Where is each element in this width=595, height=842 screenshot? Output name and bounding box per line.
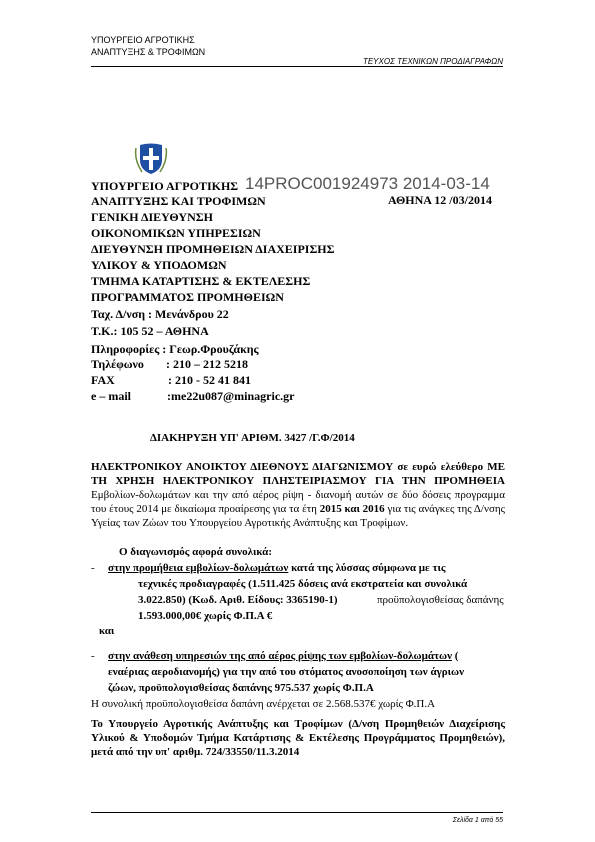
declaration-title: ΔΙΑΚΗΡΥΞΗ ΥΠ' ΑΡΙΘΜ. 3427 /Γ.Φ/2014 xyxy=(150,432,355,444)
item1-line3-cost: προϋπολογισθείσας δαπάνης xyxy=(377,594,504,606)
intro-paragraph xyxy=(91,460,505,530)
item1-line2: τεχνικές προδιαγραφές (1.511.425 δόσεις ανά εκστρατεία και συνολικά xyxy=(138,578,468,590)
contact-phone: : 210 – 212 5218 xyxy=(166,357,248,371)
contact-postal: Τ.Κ.: 105 52 – ΑΘΗΝΑ xyxy=(91,324,209,338)
subject-line: Ο διαγωνισμός αφορά συνολικά: xyxy=(119,546,272,558)
contact-email: :me22u087@minagric.gr xyxy=(167,389,295,403)
contact-email-label: e – mail xyxy=(91,389,131,403)
item2-text: ( xyxy=(451,650,459,662)
item1-line1 xyxy=(108,561,446,575)
item1-subject: στην προμήθεια εμβολίων-δολωμάτων xyxy=(108,562,289,574)
intro-text-d: για τις ανάγκες της Δ/νσης Υγείας των Ζώων xyxy=(91,503,506,529)
running-header-ministry xyxy=(91,34,205,58)
contact-fax: : 210 - 52 41 841 xyxy=(168,373,251,387)
letterhead-line: ΑΝΑΠΤΥΞΗΣ ΚΑΙ ΤΡΟΦΙΜΩΝ xyxy=(91,194,266,208)
item2-line3: ζώων, προϋπολογισθείσας δαπάνης 975.537 χωρίς Φ.Π.Α xyxy=(108,682,374,694)
contact-phone-label: Τηλέφωνο xyxy=(91,357,144,371)
total-budget: Η συνολική προϋπολογισθείσα δαπάνη ανέρχεται σε 2.568.537€ χωρίς Φ.Π.Α xyxy=(91,698,436,710)
header-divider xyxy=(91,66,503,67)
letterhead-line: ΤΜΗΜΑ ΚΑΤΑΡΤΙΣΗΣ & ΕΚΤΕΛΕΣΗΣ xyxy=(91,274,311,288)
item2-subject: στην ανάθεση υπηρεσιών της από αέρος ρίψης των εμβολίων-δολωμάτων xyxy=(108,650,452,662)
intro-text-a: ΗΛΕΚΤΡΟΝΙΚΟΥ ΑΝΟΙΚΤΟΥ ΔΙΕΘΝΟΥΣ ΔΙΑΓΩΝΙΣΜΟΥ σε ευρώ ελεύθερο ΜΕ ΤΗ ΧΡΗΣΗ ΗΛΕΚΤΡΟΝΙΚΟΥ ΠΛΗΣΤΕΙΡΙΑΣΜΟΥ ΓΙΑ ΤΗΝ ΠΡΟΜΗΘΕΙΑ xyxy=(91,461,505,487)
intro-text-e: του Υπουργείου Αγροτικής Ανάπτυξης και Τροφίμων. xyxy=(168,517,409,529)
contact-info: Πληροφορίες : Γεωρ.Φρουζάκης xyxy=(91,342,259,356)
item2-line1 xyxy=(108,649,458,663)
letterhead-line: ΥΠΟΥΡΓΕΙΟ ΑΓΡΟΤΙΚΗΣ xyxy=(91,179,239,193)
footer-divider xyxy=(91,812,503,813)
closing-paragraph: Το Υπουργείο Αγροτικής Ανάπτυξης και Τροφίμων (Δ/νση Προμηθειών Διαχείρισης Υλικού & Υποδομών Τμήμα Κατάρτισης & Εκτέλεσης Προγράμματος Προμηθειών), μετά από την υπ' αριθμ. 724/33550/11.3.2014 xyxy=(91,718,505,758)
letterhead-line: ΟΙΚΟΝΟΜΙΚΩΝ ΥΠΗΡΕΣΙΩΝ xyxy=(91,226,261,240)
letterhead-line: ΔΙΕΥΘΥΝΣΗ ΠΡΟΜΗΘΕΙΩΝ ΔΙΑΧΕΙΡΙΣΗΣ xyxy=(91,242,335,256)
page-number: Σελίδα 1 από 55 xyxy=(452,817,503,824)
item1-line3: 3.022.850) (Κωδ. Αριθ. Είδους: 3365190-1) xyxy=(138,594,338,606)
letterhead-line: ΓΕΝΙΚΗ ΔΙΕΥΘΥΝΣΗ xyxy=(91,210,213,224)
letterhead-line: ΠΡΟΓΡΑΜΜΑΤΟΣ ΠΡΟΜΗΘΕΙΩΝ xyxy=(91,290,284,304)
running-header-line1: ΥΠΟΥΡΓΕΙΟ ΑΓΡΟΤΙΚΗΣ xyxy=(91,35,195,45)
registry-stamp: 14PROC001924973 2014-03-14 xyxy=(245,174,490,193)
intro-text-c: 2015 και 2016 xyxy=(319,503,385,515)
item2-dash: - xyxy=(91,650,95,662)
running-header-doc-type: ΤΕΥΧΟΣ ΤΕΧΝΙΚΩΝ ΠΡΟΔΙΑΓΡΑΦΩΝ xyxy=(362,57,503,66)
item1-line4: 1.593.000,00€ χωρίς Φ.Π.Α € xyxy=(138,610,273,622)
greek-coat-of-arms-icon xyxy=(134,142,168,176)
letterhead-line: ΥΛΙΚΟΥ & ΥΠΟΔΟΜΩΝ xyxy=(91,258,227,272)
contact-fax-label: FAX xyxy=(91,373,115,387)
conjunction: και xyxy=(99,625,115,637)
document-date: ΑΘΗΝΑ 12 /03/2014 xyxy=(388,193,492,207)
contact-address: Ταχ. Δ/νση : Μενάνδρου 22 xyxy=(91,307,229,321)
item1-dash: - xyxy=(91,562,95,574)
intro-text-b: Εμβολίων-δολωμάτων και την από αέρος ρίψη - διανομή αυτών σε δύο δόσεις προγραμμα του έτους 2014 με δικαίωμα προαίρεσης για τα έτη xyxy=(91,489,505,515)
running-header-line2: ΑΝΑΠΤΥΞΗΣ & ΤΡΟΦΙΜΩΝ xyxy=(91,47,206,57)
item1-text: κατά της λύσσας σύμφωνα με τις xyxy=(288,562,446,574)
item2-line2: εναέριας αεροδιανομής) για την από του στόματος ανοσοποίηση των άγριων xyxy=(108,666,464,678)
